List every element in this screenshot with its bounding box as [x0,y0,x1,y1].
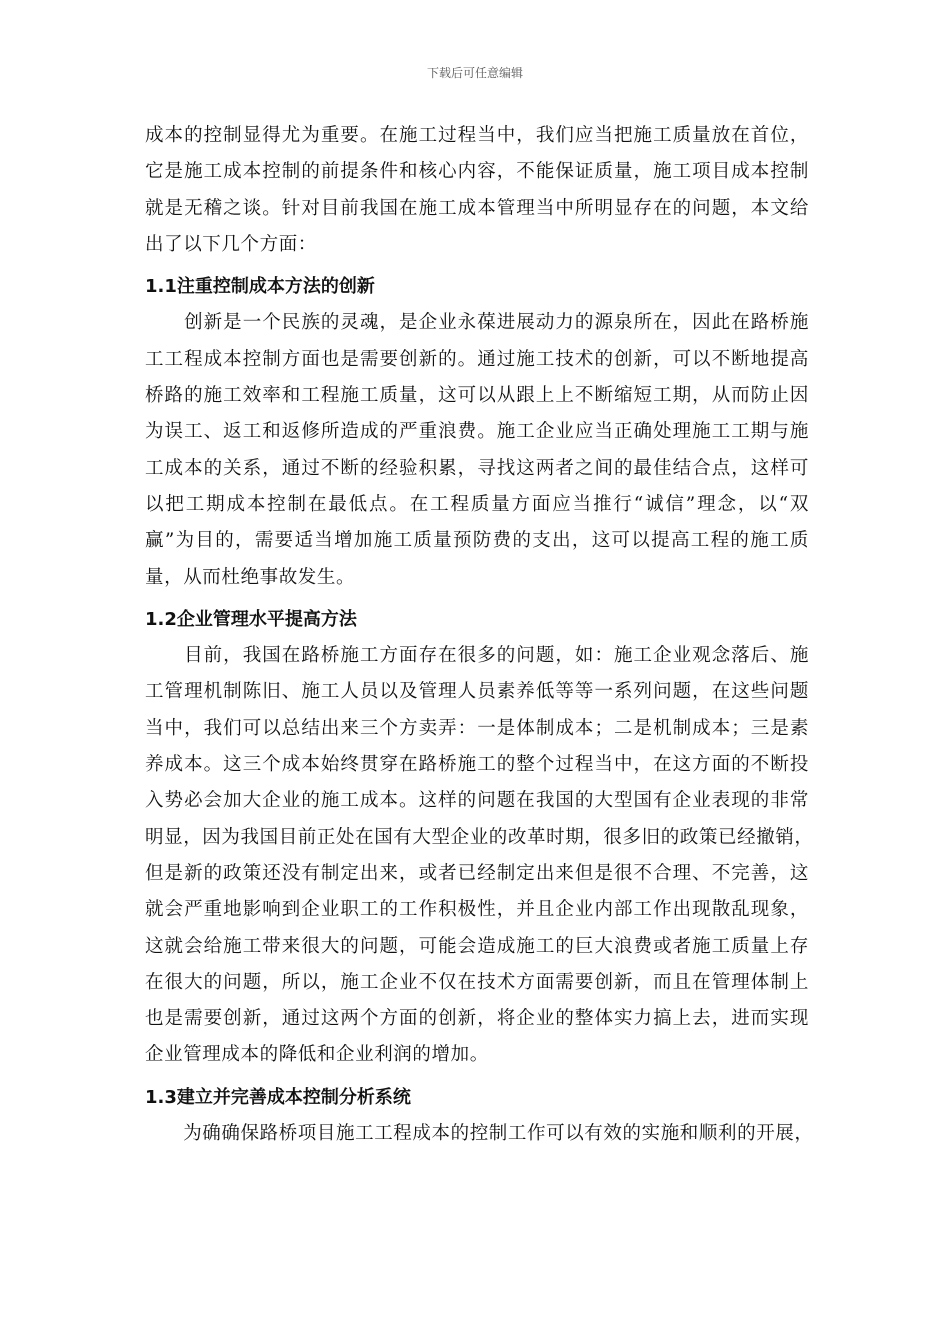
text-line: 量，从而杜绝事故发生。 [145,566,356,588]
text-line: 创新是一个民族的灵魂，是企业永葆进展动力的源泉所在，因此在路桥施 [145,312,809,334]
text-line: 工管理机制陈旧、施工人员以及管理人员素养低等等一系列问题，在这些问题 [145,681,809,703]
text-line: 在很大的问题，所以，施工企业不仅在技术方面需要创新，而且在管理体制上 [145,971,809,993]
text-line: 桥路的施工效率和工程施工质量，这可以从跟上上不断缩短工期，从而防止因 [145,385,809,407]
text-line: 出了以下几个方面： [145,233,317,255]
page-header: 下载后可任意编辑 [426,66,523,80]
paragraph-analysis-system [145,1116,814,1152]
text-line: 目前，我国在路桥施工方面存在很多的问题，如：施工企业观念落后、施 [145,645,809,667]
text-line: 它是施工成本控制的前提条件和核心内容，不能保证质量，施工项目成本控制 [145,161,809,183]
text-line: 工成本的关系，通过不断的经验积累，寻找这两者之间的最佳结合点，这样可 [145,457,809,479]
section-heading-1-2: 1.2企业管理水平提高方法 [145,608,357,630]
text-line: 养成本。这三个成本始终贯穿在路桥施工的整个过程当中，在这方面的不断投 [145,754,809,776]
section-heading-1-1: 1.1注重控制成本方法的创新 [145,276,375,298]
section-heading-1-3: 1.3建立并完善成本控制分析系统 [145,1086,411,1108]
paragraph-management [145,638,814,1074]
paragraph-intro [145,118,809,263]
text-line: 这就会给施工带来很大的问题，可能会造成施工的巨大浪费或者施工质量上存 [145,935,809,957]
paragraph-innovation [145,305,809,595]
text-line: 当中，我们可以总结出来三个方卖弄：一是体制成本；二是机制成本；三是素 [145,717,809,739]
text-line: 明显，因为我国目前正处在国有大型企业的改革时期，很多旧的政策已经撤销， [145,826,814,848]
text-line: 但是新的政策还没有制定出来，或者已经制定出来但是很不合理、不完善，这 [145,862,809,884]
text-line: 赢”为目的，需要适当增加施工质量预防费的支出，这可以提高工程的施工质 [145,530,809,552]
text-line: 企业管理成本的降低和企业利润的增加。 [145,1044,489,1066]
document-body [145,118,814,1152]
text-line: 工工程成本控制方面也是需要创新的。通过施工技术的创新，可以不断地提高 [145,348,809,370]
text-line: 成本的控制显得尤为重要。在施工过程当中，我们应当把施工质量放在首位， [145,125,809,146]
text-line: 为误工、返工和返修所造成的严重浪费。施工企业应当正确处理施工工期与施 [145,421,809,443]
text-line: 为确确保路桥项目施工工程成本的控制工作可以有效的实施和顺利的开展， [145,1123,814,1145]
text-line: 入势必会加大企业的施工成本。这样的问题在我国的大型国有企业表现的非常 [145,790,809,812]
text-line: 就是无稽之谈。针对目前我国在施工成本管理当中所明显存在的问题，本文给 [145,197,809,219]
text-line: 也是需要创新，通过这两个方面的创新，将企业的整体实力搞上去，进而实现 [145,1008,809,1030]
text-line: 就会严重地影响到企业职工的工作积极性，并且企业内部工作出现散乱现象， [145,899,809,921]
text-line: 以把工期成本控制在最低点。在工程质量方面应当推行“诚信”理念，以“双 [145,493,809,515]
